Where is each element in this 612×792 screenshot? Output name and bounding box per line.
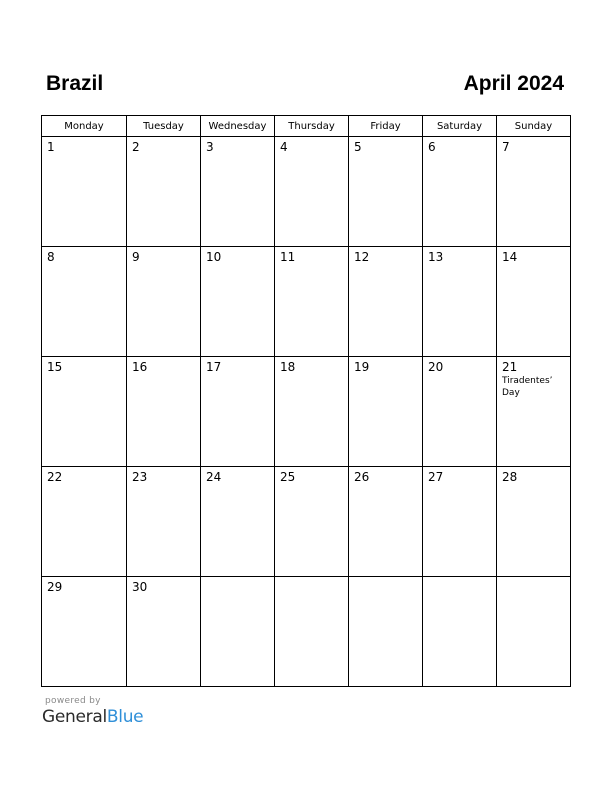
day-cell (423, 577, 497, 687)
weekday-header: Sunday (497, 116, 571, 137)
weekday-header: Friday (349, 116, 423, 137)
day-number: 1 (47, 140, 55, 154)
day-number: 25 (280, 470, 296, 484)
day-number: 4 (280, 140, 288, 154)
holiday-label: Tiradentes’ Day (502, 376, 553, 398)
day-cell (201, 247, 275, 357)
week-row (42, 467, 571, 577)
day-number: 8 (47, 250, 55, 264)
day-cell (497, 357, 571, 467)
day-cell (42, 357, 127, 467)
day-number: 22 (47, 470, 63, 484)
country-title: Brazil (46, 72, 104, 95)
day-cell (127, 357, 201, 467)
logo-text-general: General (42, 707, 107, 727)
day-cell (275, 247, 349, 357)
weekday-header: Thursday (275, 116, 349, 137)
day-number: 29 (47, 580, 63, 594)
day-number: 16 (132, 360, 148, 374)
day-cell (423, 467, 497, 577)
day-number: 6 (428, 140, 436, 154)
day-cell (349, 577, 423, 687)
day-cell (127, 137, 201, 247)
day-number: 5 (354, 140, 362, 154)
day-number: 30 (132, 580, 148, 594)
day-cell (497, 247, 571, 357)
day-cell (275, 577, 349, 687)
day-cell (349, 467, 423, 577)
weekday-header: Tuesday (127, 116, 201, 137)
day-number: 2 (132, 140, 140, 154)
day-number: 11 (280, 250, 296, 264)
day-cell (275, 467, 349, 577)
day-cell (423, 137, 497, 247)
day-cell (127, 467, 201, 577)
day-number: 26 (354, 470, 370, 484)
day-cell (349, 137, 423, 247)
day-cell (127, 577, 201, 687)
day-cell (497, 137, 571, 247)
day-cell (201, 577, 275, 687)
day-number: 15 (47, 360, 63, 374)
day-number: 12 (354, 250, 370, 264)
calendar-grid (41, 115, 571, 687)
day-cell (127, 247, 201, 357)
day-cell (349, 247, 423, 357)
day-cell (497, 467, 571, 577)
day-cell (497, 577, 571, 687)
day-cell (201, 467, 275, 577)
day-cell (42, 467, 127, 577)
day-cell (423, 357, 497, 467)
day-cell (275, 357, 349, 467)
day-cell (275, 137, 349, 247)
day-cell (349, 357, 423, 467)
week-row (42, 357, 571, 467)
logo-text-blue: Blue (106, 707, 144, 727)
day-number: 13 (428, 250, 444, 264)
week-row (42, 137, 571, 247)
day-number: 19 (354, 360, 370, 374)
month-year-title: April 2024 (463, 72, 564, 95)
day-number: 17 (206, 360, 222, 374)
weekday-header: Wednesday (201, 116, 275, 137)
day-number: 24 (206, 470, 222, 484)
day-number: 9 (132, 250, 140, 264)
day-number: 28 (502, 470, 518, 484)
day-cell (201, 357, 275, 467)
day-number: 18 (280, 360, 296, 374)
powered-by-label: powered by (45, 696, 101, 706)
day-cell (201, 137, 275, 247)
day-cell (42, 247, 127, 357)
generalblue-logo[interactable] (42, 707, 143, 727)
day-cell (42, 577, 127, 687)
week-row (42, 577, 571, 687)
day-number: 27 (428, 470, 444, 484)
week-row (42, 247, 571, 357)
day-cell (423, 247, 497, 357)
day-number: 7 (502, 140, 510, 154)
day-number: 14 (502, 250, 518, 264)
day-cell (42, 137, 127, 247)
day-number: 10 (206, 250, 222, 264)
day-number: 3 (206, 140, 214, 154)
day-number: 20 (428, 360, 444, 374)
day-number: 21 (502, 360, 518, 374)
day-number: 23 (132, 470, 148, 484)
weekday-header: Monday (42, 116, 127, 137)
weekday-header-row (42, 116, 571, 137)
weekday-header: Saturday (423, 116, 497, 137)
